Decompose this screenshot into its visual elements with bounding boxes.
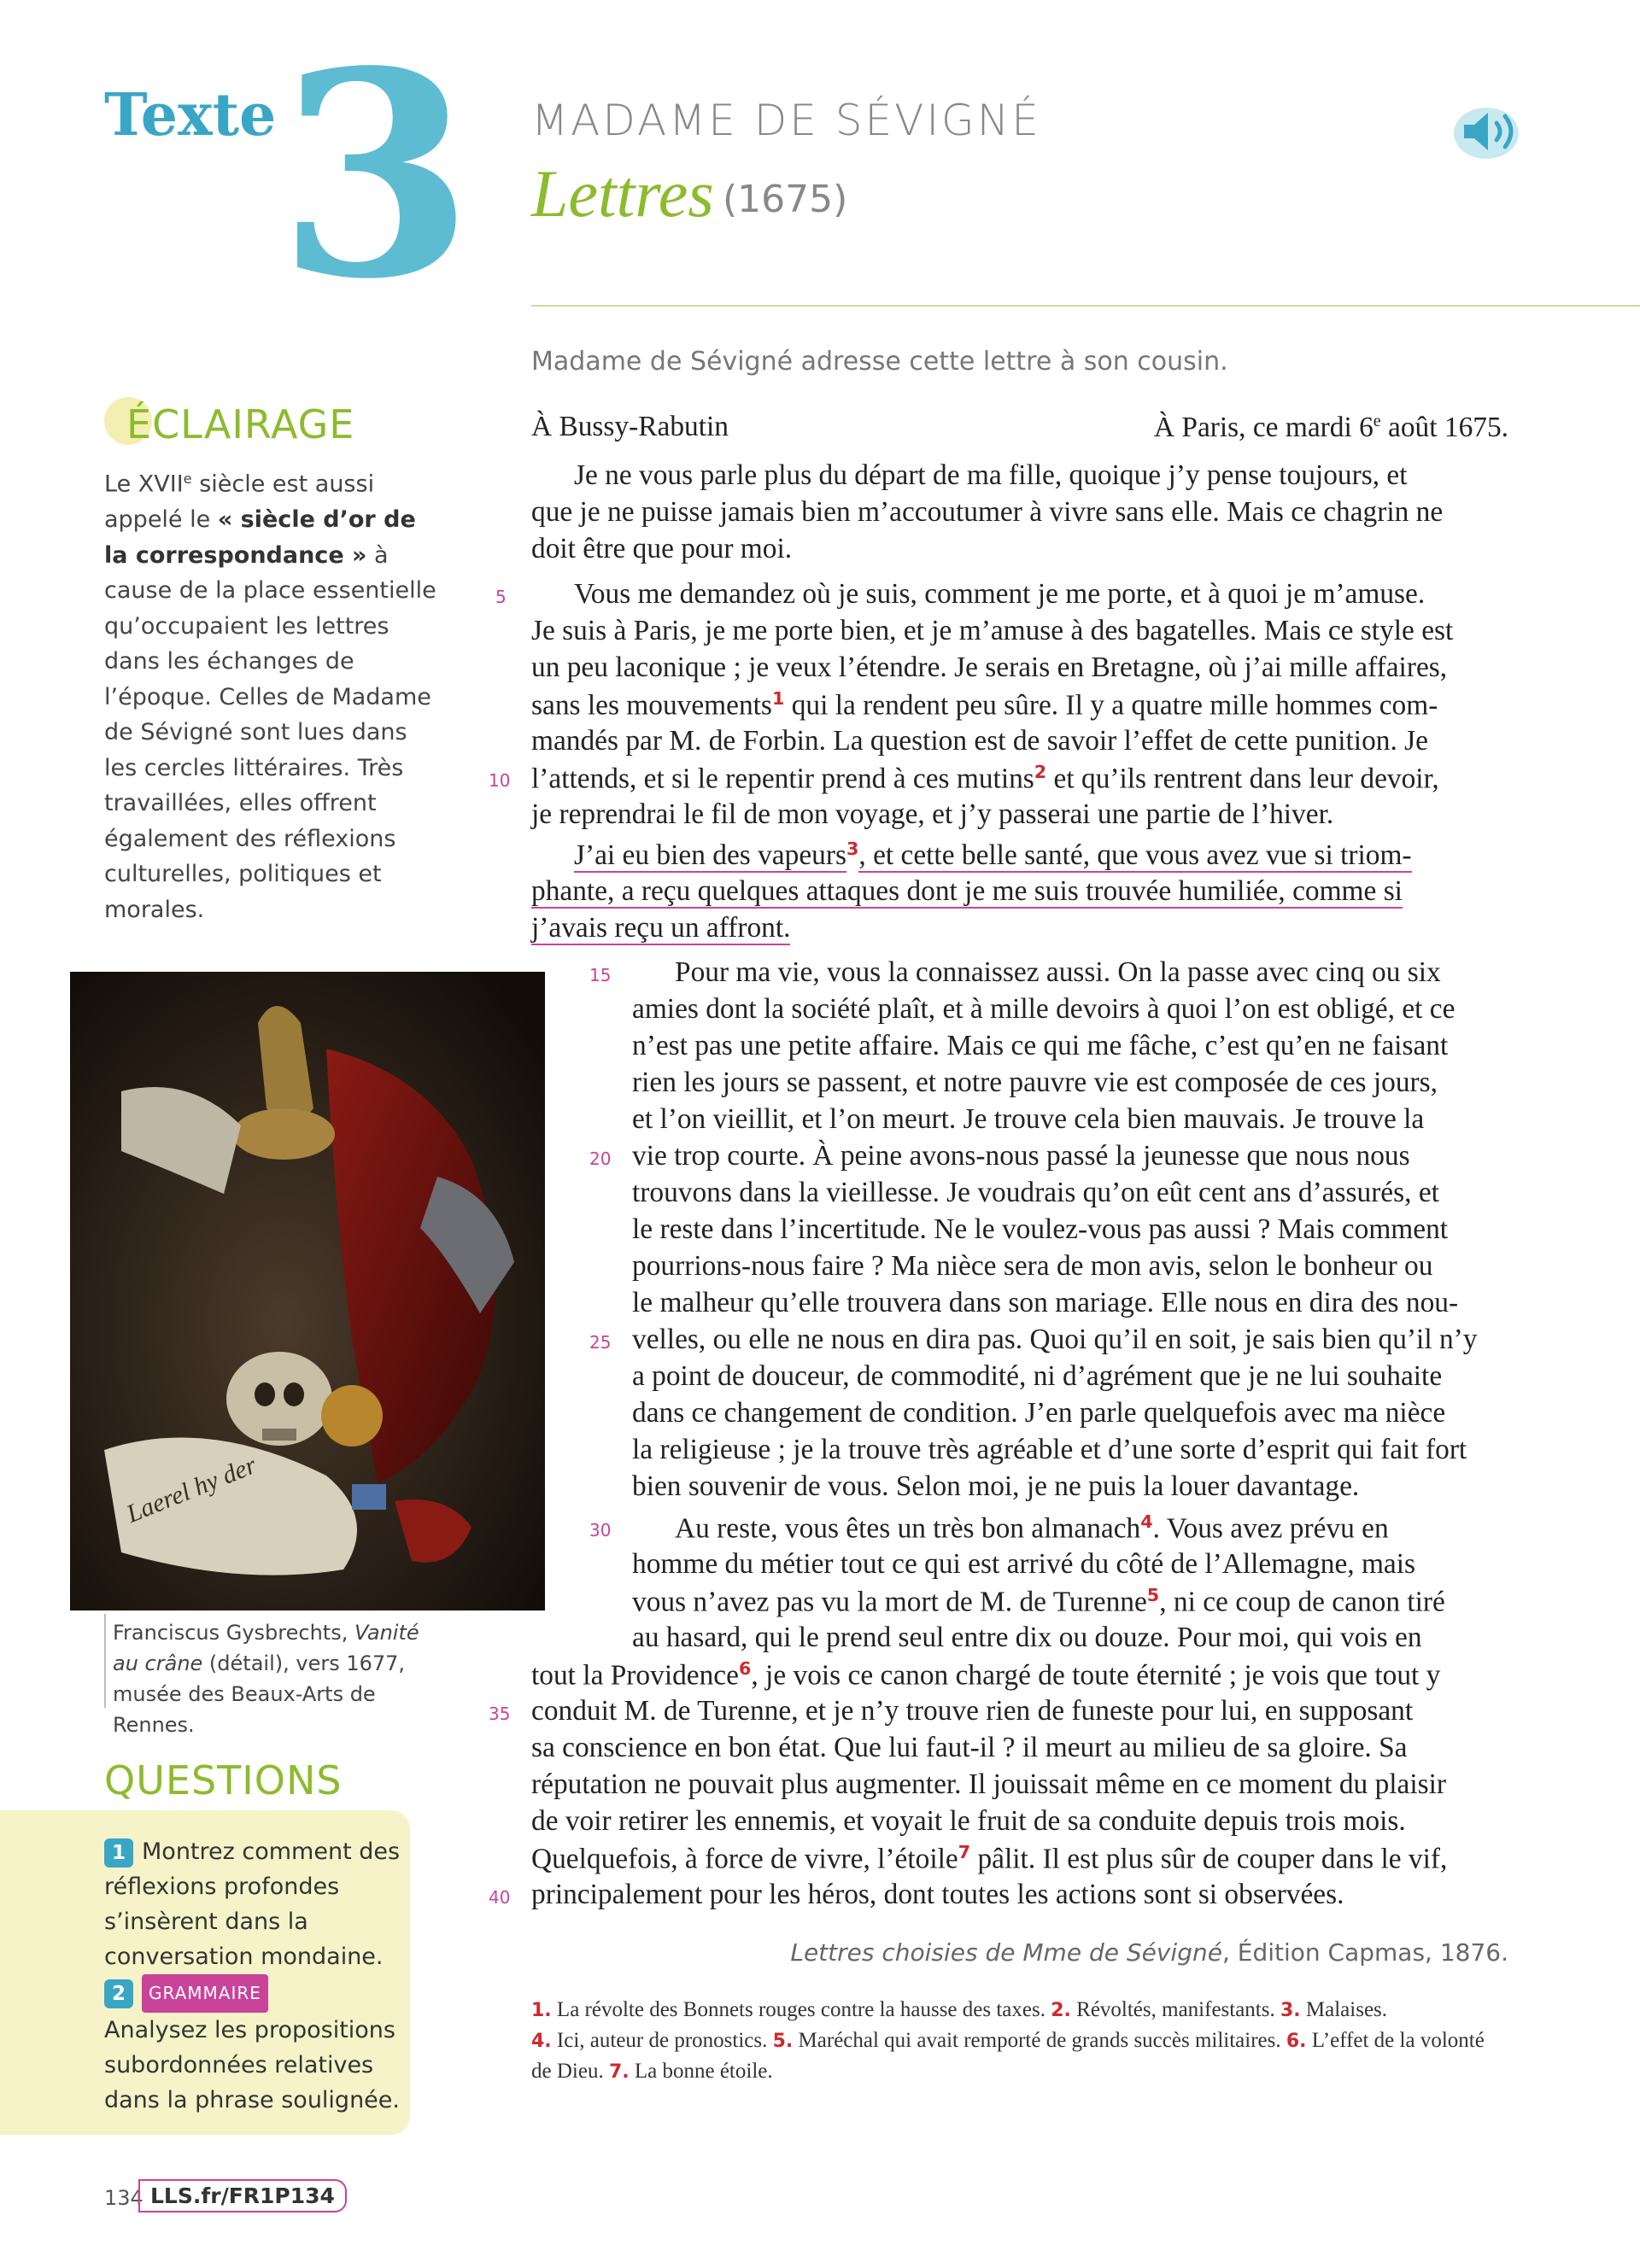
letter-line: velles, ou elle ne nous en dira pas. Quoi qu’il en soit, je sais bien qu’il n’y — [632, 1324, 1478, 1355]
line-number: 10 — [489, 770, 511, 791]
footnote-marker: 2 — [1034, 762, 1047, 782]
painting-inscription: Laerel hy der — [122, 1451, 261, 1529]
letter-line: Je ne vous parle plus du départ de ma fille, quoique j’y pense toujours, et — [574, 459, 1408, 491]
letter-line: sans les mouvements$^1$ qui la rendent peu sûre. Il y a quatre mille hommes com- — [531, 688, 1438, 722]
page-number: 134 — [104, 2186, 144, 2210]
footnote-marker: 1 — [771, 688, 785, 709]
letter-line: vie trop courte. À peine avons-nous passé la jeunesse que nous nous — [632, 1140, 1410, 1172]
letter-line: rien les jours se passent, et notre pauvre vie est composée de ces jours, — [632, 1067, 1438, 1098]
caption-rule — [104, 1614, 106, 1708]
letter-line: principalement pour les héros, dont toutes les actions sont si observées. — [531, 1879, 1344, 1910]
line-number: 35 — [489, 1704, 511, 1724]
letter-line: mandés par M. de Forbin. La question est de savoir l’effet de cette punition. Je — [531, 725, 1428, 757]
underlined-line: j’avais reçu un affront. — [531, 912, 791, 944]
letter-line: le reste dans l’incertitude. Ne le voulez-vous pas aussi ? Mais comment — [632, 1213, 1449, 1245]
letter-line: la religieuse ; je la trouve très agréable et d’une sorte d’esprit qui fait fort — [632, 1434, 1467, 1465]
footnotes: 1. La révolte des Bonnets rouges contre la hausse des taxes. 2. Révoltés, manifestants. 3. Malaises. 4. Ici, auteur de pronostics. 5. Maréchal qui avait remporté de grands succès militaires. 6. L’effet de la volonté de Dieu. 7. La bonne étoile. — [531, 1998, 1485, 2083]
letter-line: réputation ne pouvait plus augmenter. Il jouissait même en ce moment du plaisir — [531, 1768, 1447, 1800]
grammaire-tag: GRAMMAIRE — [142, 1974, 268, 2013]
line-number: 5 — [495, 587, 507, 607]
questions-title: QUESTIONS — [104, 1757, 343, 1803]
letter-line: que je ne puisse jamais bien m’accoutumer à vivre sans elle. Mais ce chagrin ne — [531, 496, 1444, 528]
line-number: 15 — [589, 965, 612, 985]
line-number: 40 — [489, 1887, 511, 1908]
painting-caption: Franciscus Gysbrechts, Vanité au crâne (détail), vers 1677, musée des Beaux-Arts de Rennes. — [113, 1621, 419, 1737]
author-name: MADAME DE SÉVIGNÉ — [531, 96, 1041, 145]
questions-list — [104, 1834, 412, 2118]
question-2-number: 2 — [104, 1979, 133, 2008]
texte-label: Texte — [104, 81, 277, 149]
footnote-marker: 4 — [1140, 1511, 1153, 1532]
place-date: À Paris, ce mardi 6e août 1675. — [1153, 412, 1508, 444]
letter-line: pourrions-nous faire ? Ma nièce sera de mon avis, selon le bonheur ou — [632, 1250, 1433, 1282]
audio-button[interactable] — [1452, 101, 1529, 162]
letter-line: tout la Providence$^6$, je vois ce canon chargé de toute éternité ; je vois que tout y — [531, 1658, 1441, 1692]
line-number: 25 — [589, 1332, 612, 1353]
footnote-marker: 7 — [958, 1842, 971, 1862]
work-title: Lettres — [531, 156, 714, 231]
eclairage-text: Le XVIIe siècle est aussi appelé le « siècle d’or de la correspondance » à cause de la place essentielle qu’occupaient les lettres dans les échanges de l’époque. Celles de Madame de Sévigné sont lues dans les cercles littéraires. Très travaillées, elles offrent également des réflexions culturelles, politiques et morales. — [104, 471, 436, 923]
question-2: 2 GRAMMAIRE Analysez les propositions subordonnées relatives dans la phrase soulignée. — [104, 1974, 412, 2118]
work-year: (1675) — [723, 178, 848, 221]
painting-image — [70, 972, 545, 1610]
letter-line: amies dont la société plaît, et à mille devoirs à quoi l’on est obligé, et ce — [632, 993, 1456, 1025]
header-divider — [531, 305, 1640, 307]
letter-line: trouvons dans la vieillesse. Je voudrais qu’on eût cent ans d’assurés, et — [632, 1177, 1439, 1208]
letter-line: conduit M. de Turenne, et je n’y trouve rien de funeste pour lui, en supposant — [531, 1695, 1414, 1727]
underlined-line: J’ai eu bien des vapeurs$^3$, et cette belle santé, que vous avez vue si triom- — [574, 839, 1412, 872]
letter-line: je reprendrai le fil de mon voyage, et j’y passerai une partie de l’hiver. — [531, 798, 1334, 830]
question-1: 1 Montrez comment des réflexions profondes s’insèrent dans la conversation mondaine. — [104, 1838, 401, 1970]
letter-line: Pour ma vie, vous la connaissez aussi. On la passe avec cinq ou six — [675, 956, 1441, 988]
text-number: 3 — [278, 9, 474, 341]
letter-line: bien souvenir de vous. Selon moi, je ne puis la louer davantage. — [632, 1470, 1360, 1502]
addressee: À Bussy-Rabutin — [531, 411, 729, 442]
intro-text: Madame de Sévigné adresse cette lettre à son cousin. — [531, 347, 1228, 377]
letter-line: Vous me demandez où je suis, comment je me porte, et à quoi je m’amuse. — [574, 578, 1426, 610]
letter-line: a point de douceur, de commodité, ni d’agrément que je ne lui souhaite — [632, 1360, 1443, 1392]
letter-line: au hasard, qui le prend seul entre dix ou douze. Pour moi, qui vois en — [632, 1622, 1422, 1653]
eclairage-title: ÉCLAIRAGE — [126, 401, 355, 447]
line-number: 20 — [589, 1149, 612, 1169]
letter-line: vous n’avez pas vu la mort de M. de Turenne$^5$, ni ce coup de canon tiré — [632, 1585, 1445, 1618]
underlined-line: phante, a reçu quelques attaques dont je me suis trouvée humiliée, comme si — [531, 875, 1403, 907]
footnote-marker: 6 — [738, 1658, 752, 1679]
letter-line: un peu laconique ; je veux l’étendre. Je serais en Bretagne, où j’ai mille affaires, — [531, 652, 1448, 683]
footnote-marker: 5 — [1146, 1585, 1160, 1605]
letter-line: n’est pas une petite affaire. Mais ce qui me fâche, c’est qu’en ne faisant — [632, 1030, 1449, 1061]
letter-line: homme du métier tout ce qui est arrivé du côté de l’Allemagne, mais — [632, 1548, 1416, 1580]
letter-line: le malheur qu’elle trouvera dans son mariage. Elle nous en dira des nou- — [632, 1287, 1459, 1318]
footnote-marker: 3 — [846, 839, 859, 859]
page-link[interactable]: LLS.fr/FR1P134 — [138, 2179, 347, 2212]
question-1-number: 1 — [104, 1838, 133, 1868]
letter-line: sa conscience en bon état. Que lui faut-il ? il meurt au milieu de sa gloire. Sa — [531, 1732, 1408, 1763]
letter-line: Au reste, vous êtes un très bon almanach$^4$. Vous avez prévu en — [675, 1511, 1389, 1545]
line-number: 30 — [589, 1520, 612, 1540]
letter-line: Je suis à Paris, je me porte bien, et je m’amuse à des bagatelles. Mais ce style est — [531, 615, 1454, 646]
speaker-icon — [1452, 101, 1529, 162]
source-citation: Lettres choisies de Mme de Sévigné, Édition Capmas, 1876. — [790, 1938, 1508, 1967]
letter-line: doit être que pour moi. — [531, 533, 793, 564]
letter-line: l’attends, et si le repentir prend à ces mutins$^2$ et qu’ils rentrent dans leur devoir, — [531, 762, 1439, 795]
letter-line: dans ce changement de condition. J’en parle quelquefois avec ma nièce — [632, 1397, 1446, 1429]
letter-line: Quelquefois, à force de vivre, l’étoile$^7$ pâlit. Il est plus sûr de couper dans le vif, — [531, 1842, 1448, 1875]
letter-line: et l’on vieillit, et l’on meurt. Je trouve cela bien mauvais. Je trouve la — [632, 1103, 1425, 1135]
letter-line: de voir retirer les ennemis, et voyait le fruit de sa conduite depuis trois mois. — [531, 1805, 1406, 1837]
